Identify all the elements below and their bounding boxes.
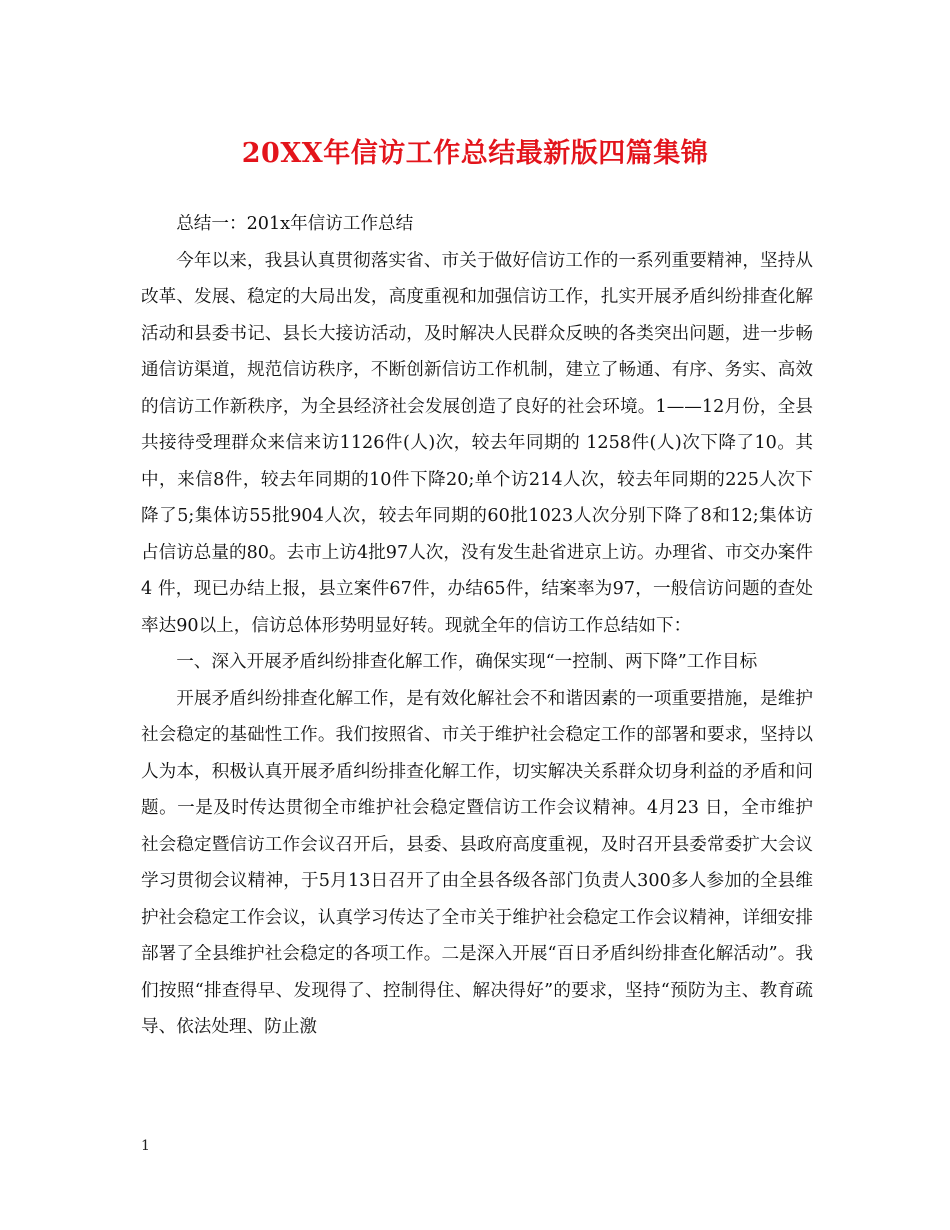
page-number: 1 [141,1138,150,1154]
section-heading-one: 一、深入开展矛盾纠纷排查化解工作，确保实现“一控制、两下降”工作目标 [176,652,758,672]
document-body [141,206,813,1046]
section-heading-summary-one: 总结一：201x年信访工作总结 [176,214,414,234]
body-paragraph: 今年以来，我县认真贯彻落实省、市关于做好信访工作的一系列重要精神，坚持从改革、发展、稳定的大局出发，高度重视和加强信访工作，扎实开展矛盾纠纷排查化解活动和县委书记、县长大接访活动，及时解决人民群众反映的各类突出问题，进一步畅通信访渠道，规范信访秩序，不断创新信访工作机制，建立了畅通、有序、务实、高效的信访工作新秩序，为全县经济社会发展创造了良好的社会环境。1——12月份，全县共接待受理群众来信来访1126件(人)次，较去年同期的 1258件(人)次下降了10。其中，来信8件，较去年同期的10件下降20;单个访214人次，较去年同期的225人次下降了5;集体访55批904人次，较去年同期的60批1023人次分别下降了8和12;集体访占信访总量的80。去市上访4批97人次，没有发生赴省进京上访。办理省、市交办案件4 件，现已办结上报，县立案件67件，办结65件，结案率为97，一般信访问题的查处率达90以上，信访总体形势明显好转。现就全年的信访工作总结如下： [141,250,813,636]
document-title: 20XX年信访工作总结最新版四篇集锦 [241,138,709,169]
body-paragraph: 开展矛盾纠纷排查化解工作，是有效化解社会不和谐因素的一项重要措施，是维护社会稳定的基础性工作。我们按照省、市关于维护社会稳定工作的部署和要求，坚持以人为本，积极认真开展矛盾纠纷排查化解工作，切实解决关系群众切身利益的矛盾和问题。一是及时传达贯彻全市维护社会稳定暨信访工作会议精神。4月23 日，全市维护社会稳定暨信访工作会议召开后，县委、县政府高度重视，及时召开县委常委扩大会议学习贯彻会议精神，于5月13日召开了由全县各级各部门负责人300多人参加的全县维护社会稳定工作会议，认真学习传达了全市关于维护社会稳定工作会议精神，详细安排部署了全县维护社会稳定的各项工作。二是深入开展“百日矛盾纠纷排查化解活动”。我们按照“排查得早、发现得了、控制得住、解决得好”的要求，坚持“预防为主、教育疏导、依法处理、防止激 [141,688,813,1037]
